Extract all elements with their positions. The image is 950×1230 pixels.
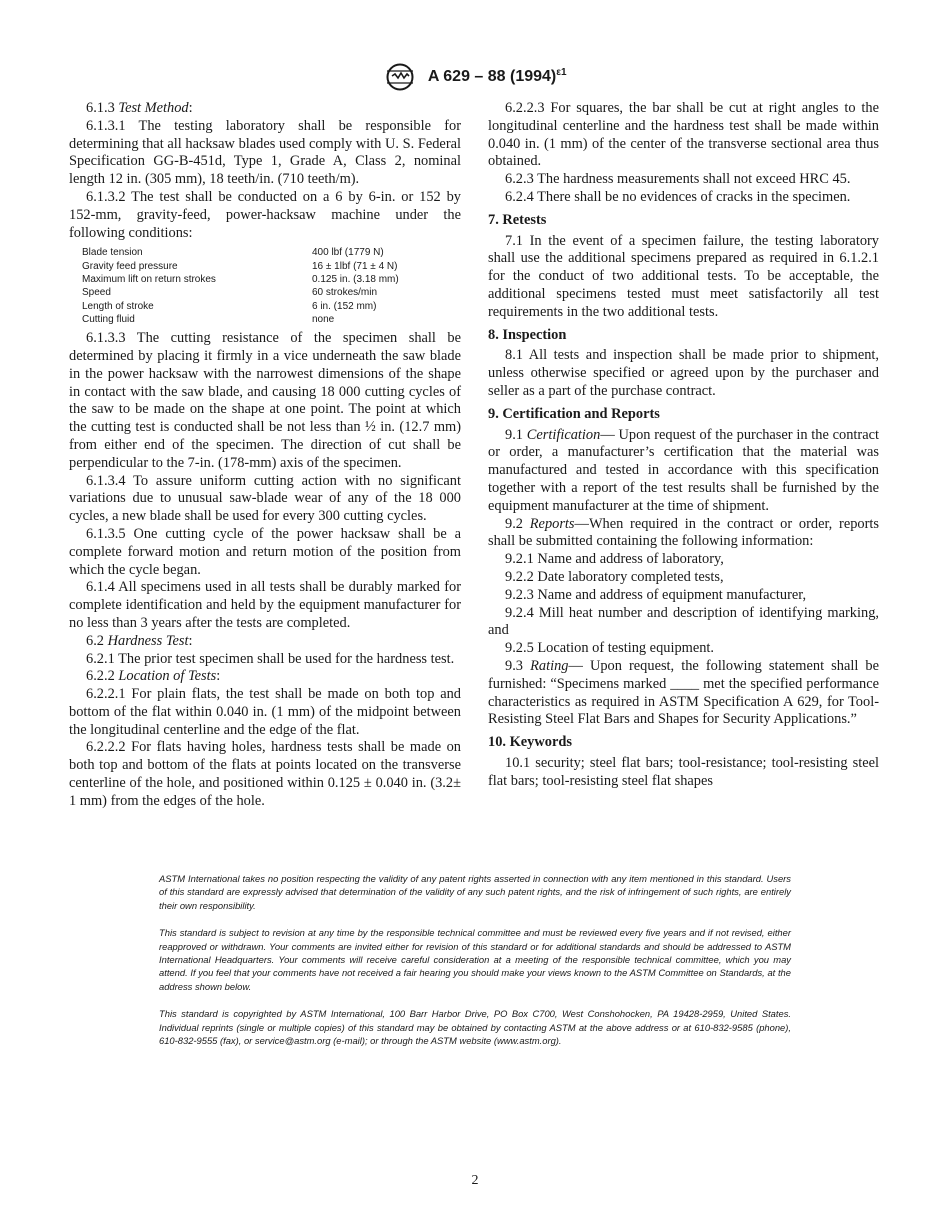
astm-logo-icon: [383, 62, 417, 92]
right-column: [488, 100, 879, 790]
paragraph-9-1: 9.1 Certification— Upon request of the purchaser in the contract or order, a manufacturer’s certification that the material was manufactured and tested in accordance with this specification together with a report of the test results shall be furnished by the equipment manufacturer at the time of shipment.: [488, 426, 879, 514]
section-heading-certification: 9. Certification and Reports: [488, 405, 660, 422]
table-row: Cutting fluid none: [82, 313, 335, 325]
paragraph-6-2-2-1: 6.2.2.1 For plain flats, the test shall be made on both top and bottom of the flat within 0.040 in. (1 mm) of the midpoint between the longitudinal centerline and the edge of the flat.: [69, 686, 461, 738]
list-item: 9.2.3 Name and address of equipment manufacturer,: [505, 586, 807, 603]
paragraph-7-1: 7.1 In the event of a specimen failure, the testing laboratory shall use the additional specimens prepared as required in 6.1.2.1 for the conduct of two additional tests. To be acceptable, the additional specimens tested must meet satisfactorily all test requirements in the two additional tests.: [488, 232, 879, 320]
paragraph-6-1-3-1: 6.1.3.1 The testing laboratory shall be responsible for determining that all hacksaw blades used comply with U. S. Federal Specification GG-B-451d, Type 1, Grade A, Class 2, nominal length 12 in. (305 mm), 18 teeth/in. (710 teeth/m).: [69, 117, 461, 188]
paragraph-6-2-2: 6.2.2 Location of Tests:: [86, 668, 221, 685]
paragraph-6-2-4: 6.2.4 There shall be no evidences of cracks in the specimen.: [505, 188, 851, 205]
paragraph-6-1-3-2: 6.1.3.2 The test shall be conducted on a 6 by 6-in. or 152 by 152-mm, gravity-feed, power-hacksaw machine under the following conditions:: [69, 188, 461, 241]
paragraph-6-2-2-2: 6.2.2.2 For flats having holes, hardness tests shall be made on both top and bottom of the flats at points located on the transverse centerline of the hole, and positioned within 0.125 ± 0.040 in. (3.2± 1 mm) from the edges of the hole.: [69, 739, 461, 809]
table-row: Gravity feed pressure 16 ± 1lbf (71 ± 4 N): [82, 260, 398, 272]
paragraph-6-1-3-5: 6.1.3.5 One cutting cycle of the power hacksaw shall be a complete forward motion and return motion of the position from which the cycle began.: [69, 525, 461, 578]
paragraph-6-2: 6.2 Hardness Test:: [86, 632, 193, 649]
legal-notice: [159, 872, 791, 1061]
list-item: 9.2.4 Mill heat number and description of identifying marking, and: [488, 604, 879, 639]
list-item: 9.2.5 Location of testing equipment.: [505, 640, 715, 657]
section-heading-inspection: 8. Inspection: [488, 326, 567, 343]
section-heading-retests: 7. Retests: [488, 211, 547, 228]
paragraph-6-1-3: 6.1.3 Test Method:: [86, 100, 193, 116]
revision-notice: This standard is subject to revision at any time by the responsible technical committee and must be reviewed every five years and if not revised, either reapproved or withdrawn. Your comments are invited either for revision of this standard or for additional standards and should be addressed to ASTM International Headquarters. Your comments will receive careful consideration at a meeting of the responsible technical committee, which you may attend. If you feel that your comments have not received a fair hearing you should make your views known to the ASTM Committee on Standards, at the address shown below.: [159, 927, 791, 992]
copyright-notice: This standard is copyrighted by ASTM International, 100 Barr Harbor Drive, PO Box C700, West Conshohocken, PA 19428-2959, United States. Individual reprints (single or multiple copies) of this standard may be obtained by contacting ASTM at the above address or at 610-832-9585 (phone), 610-832-9555 (fax), or service@astm.org (e-mail); or through the ASTM website (www.astm.org).: [159, 1008, 791, 1047]
left-column: [69, 100, 461, 811]
conditions-table: [82, 246, 399, 326]
paragraph-6-1-4: 6.1.4 All specimens used in all tests shall be durably marked for complete identification and held by the equipment manufacturer for no less than 3 years after the tests are completed.: [69, 579, 461, 631]
section-heading-keywords: 10. Keywords: [488, 734, 572, 751]
paragraph-10-1: 10.1 security; steel flat bars; tool-resistance; tool-resisting steel flat bars; tool-resisting steel flat shapes: [488, 754, 879, 789]
epsilon-superscript: ε1: [556, 66, 567, 78]
page-header: [0, 62, 950, 92]
standard-designation: A 629 – 88 (1994): [427, 68, 557, 85]
paragraph-8-1: 8.1 All tests and inspection shall be made prior to shipment, unless otherwise specified or agreed upon by the purchaser and seller as a part of the purchase contract.: [488, 347, 879, 399]
paragraph-9-3: 9.3 Rating— Upon request, the following statement shall be furnished: “Specimens marked ____ met the specified performance characteristics as required in ASTM Specification A 629, for Tool-Resisting Steel Flat Bars and Shapes for Security Applications.”: [488, 657, 880, 728]
page-number: 2: [471, 1173, 479, 1188]
paragraph-6-2-3: 6.2.3 The hardness measurements shall not exceed HRC 45.: [505, 171, 851, 188]
table-row: Speed 60 strokes/min: [82, 287, 378, 299]
paragraph-6-2-1: 6.2.1 The prior test specimen shall be used for the hardness test.: [86, 650, 455, 667]
table-row: Maximum lift on return strokes 0.125 in. (3.18 mm): [82, 273, 399, 285]
paragraph-9-2: 9.2 Reports—When required in the contract or order, reports shall be submitted containing the following information:: [488, 515, 879, 550]
table-row: Blade tension 400 lbf (1779 N): [82, 247, 384, 259]
table-row: Length of stroke 6 in. (152 mm): [82, 300, 377, 312]
list-item: 9.2.2 Date laboratory completed tests,: [505, 568, 724, 585]
paragraph-6-1-3-3: 6.1.3.3 The cutting resistance of the specimen shall be determined by placing it firmly in a vice underneath the saw blade in the power hacksaw with the narrowest dimensions of the shape in contact with the saw blade, and causing 18 000 cutting cycles of the saw to be made on the shape at one point. The point at which the cutting test is conducted shall be not less than ½ in. (12.7 mm) from either end of the specimen. The direction of cut shall be perpendicular to the 7-in. (178-mm) axis of the specimen.: [69, 330, 461, 471]
list-item: 9.2.1 Name and address of laboratory,: [505, 551, 724, 568]
patent-notice: ASTM International takes no position respecting the validity of any patent rights asserted in connection with any item mentioned in this standard. Users of this standard are expressly advised that determination of the validity of any such patent rights, and the risk of infringement of such rights, are entirely their own responsibility.: [159, 873, 791, 911]
paragraph-6-2-2-3: 6.2.2.3 For squares, the bar shall be cut at right angles to the longitudinal centerline and the hardness test shall be made within 0.040 in. (1 mm) of the center of the transverse sectional area thus obtained.: [488, 100, 879, 170]
paragraph-6-1-3-4: 6.1.3.4 To assure uniform cutting action with no significant variations due to unusual saw-blade wear of any of the 18 000 cycles, a new blade shall be used for every 300 cutting cycles.: [69, 472, 461, 525]
